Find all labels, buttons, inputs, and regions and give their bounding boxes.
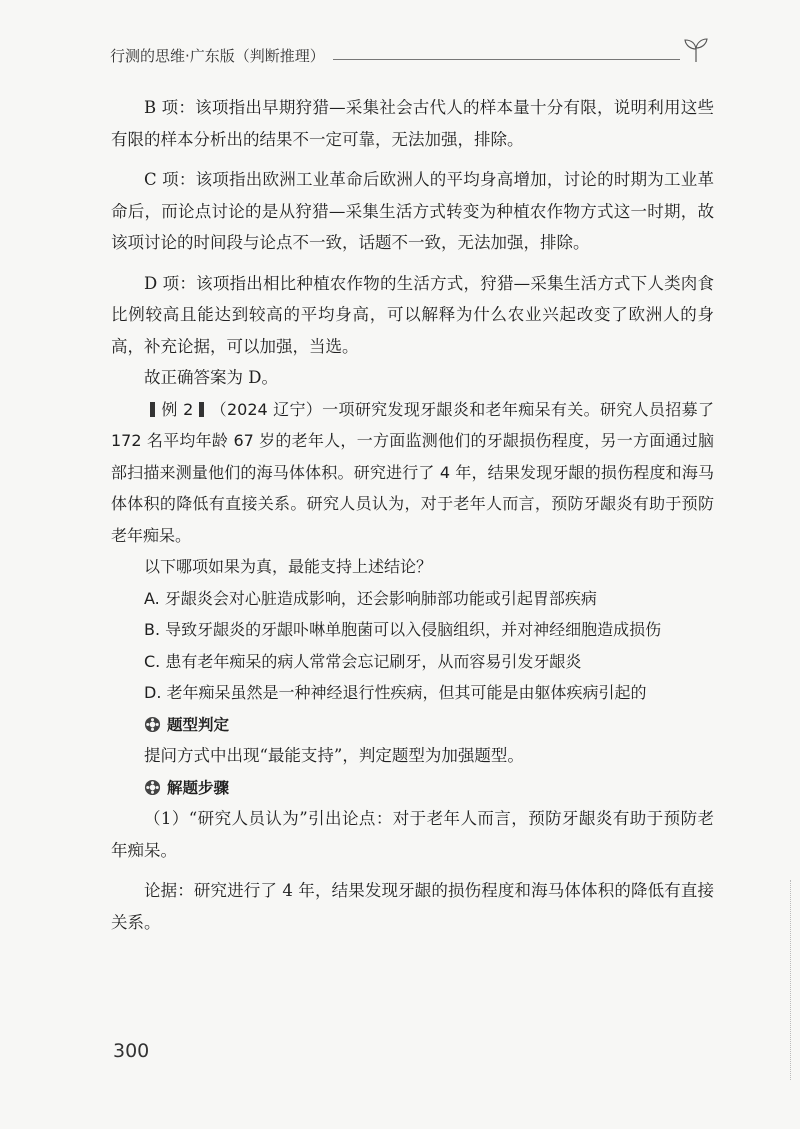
section-question-type (111, 709, 714, 741)
question-type-text: 提问方式中出现“最能支持”，判定题型为加强题型。 (144, 746, 524, 765)
page-body (111, 92, 714, 938)
header-title: 行测的思维·广东版（判断推理） (110, 46, 325, 65)
paragraph-option-b: B 项：该项指出早期狩猎—采集社会古代人的样本量十分有限，说明利用这些有限的样本分析出的结果不一定可靠，无法加强，排除。 (111, 98, 714, 149)
paragraph-option-c: C 项：该项指出欧洲工业革命后欧洲人的平均身高增加，讨论的时期为工业革命后，而论点讨论的是从狩猎—采集生活方式转变为种植农作物方式这一时期，故该项讨论的时间段与论点不一致，话题不一致，无法加强，排除。 (111, 170, 714, 252)
paragraph-option-d: D 项：该项指出相比种植农作物的生活方式，狩猎—采集生活方式下人类肉食比例较高且能达到较高的平均身高，可以解释为什么农业兴起改变了欧洲人的身高，补充论据，可以加强，当选。 (111, 273, 714, 356)
running-header (110, 40, 710, 70)
scan-edge-line (790, 880, 791, 1080)
option-b: B. 导致牙龈炎的牙龈卟啉单胞菌可以入侵脑组织，并对神经细胞造成损伤 (144, 620, 662, 639)
header-rule (333, 59, 680, 60)
step-1-text: （1）“研究人员认为”引出论点：对于老年人而言，预防牙龈炎有助于预防老年痴呆。 (111, 809, 714, 860)
example-question: 以下哪项如果为真，最能支持上述结论？ (144, 557, 433, 576)
example-label: 例 2 (161, 399, 194, 419)
example-text: （2024 辽宁）一项研究发现牙龈炎和老年痴呆有关。研究人员招募了 172 名平均年龄 67 岁的老年人，一方面监测他们的牙龈损伤程度，另一方面通过脑部扫描来测量他们的海马体体积。研究进行了 4 年，结果发现牙龈的损伤程度和海马体体积的降低有直接关系。研究人员认为，对于老年人而言，预防牙龈炎有助于预防老年痴呆。 (111, 399, 714, 545)
section-title: 题型判定 (167, 716, 230, 735)
section-title: 解题步骤 (167, 779, 230, 798)
sprout-icon (682, 35, 710, 63)
bracket-mark-icon (150, 402, 155, 417)
flower-badge-icon (144, 779, 161, 796)
option-a: A. 牙龈炎会对心脏造成影响，还会影响肺部功能或引起胃部疾病 (144, 588, 597, 608)
page-number: 300 (113, 1040, 150, 1062)
example-2-stem (111, 394, 714, 552)
option-d: D. 老年痴呆虽然是一种神经退行性疾病，但其可能是由躯体疾病引起的 (144, 683, 647, 702)
flower-badge-icon (144, 716, 161, 733)
option-c: C. 患有老年痴呆的病人常常会忘记刷牙，从而容易引发牙龈炎 (144, 651, 582, 671)
bracket-mark-icon (199, 402, 204, 417)
answer-line: 故正确答案为 D。 (144, 368, 278, 387)
section-solution-steps (111, 772, 714, 804)
evidence-text: 论据：研究进行了 4 年，结果发现牙龈的损伤程度和海马体体积的降低有直接关系。 (111, 881, 714, 932)
